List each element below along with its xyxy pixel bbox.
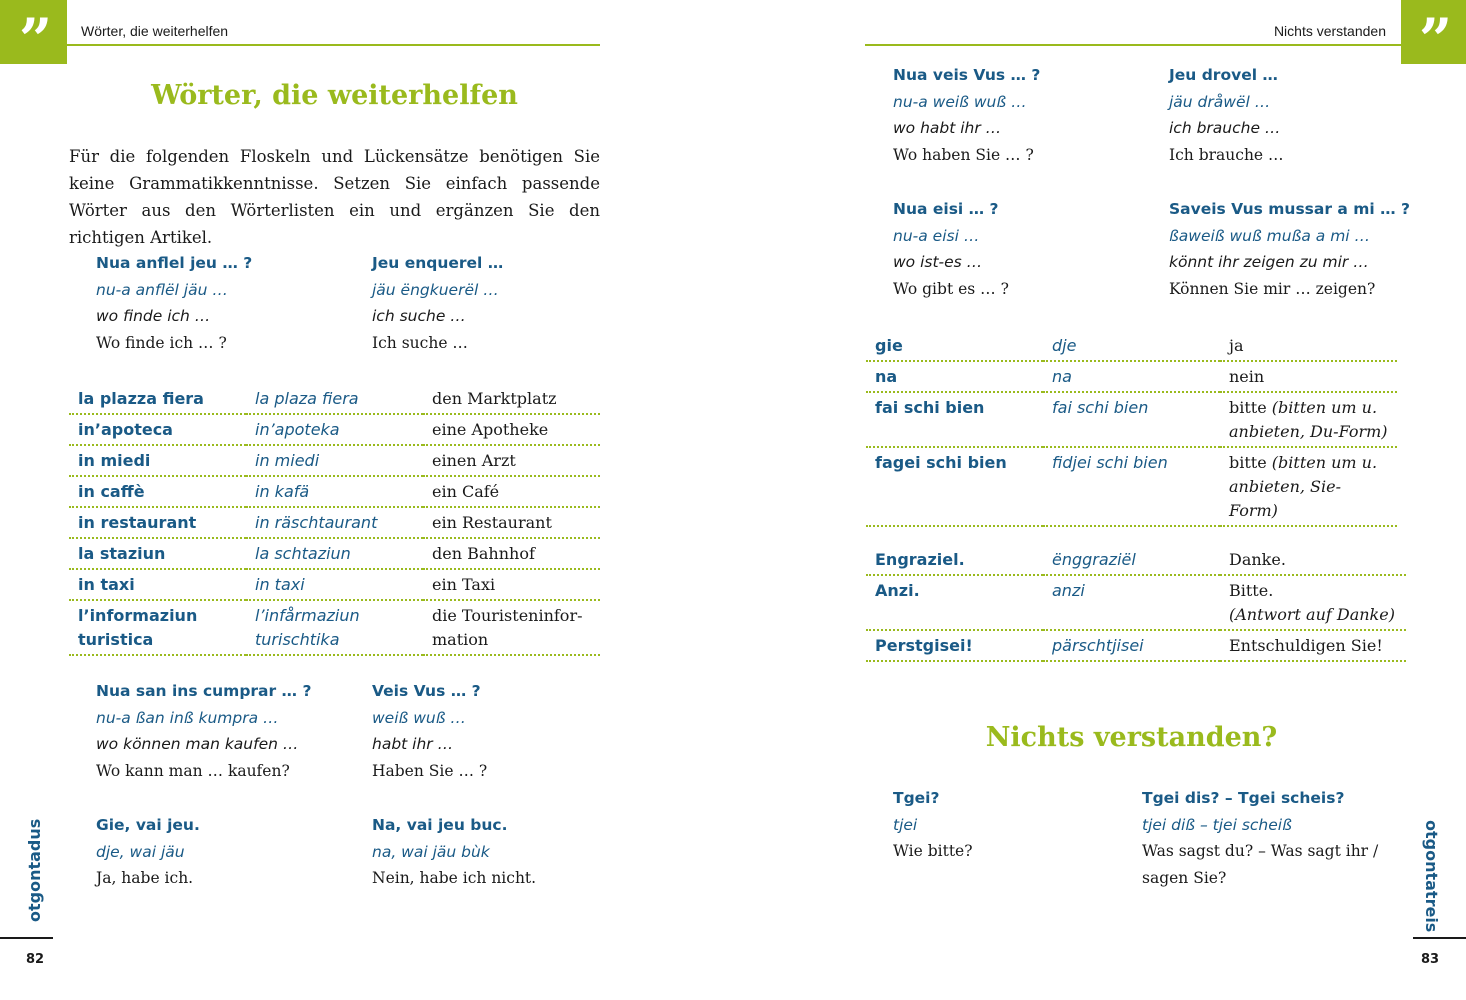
phrase-translation: Wo finde ich … ? xyxy=(96,334,227,353)
german-term: die Touristeninfor-mation xyxy=(423,600,600,655)
pronunciation: ënggraziël xyxy=(1043,545,1220,575)
phrase-translation: Ja, habe ich. xyxy=(96,869,194,888)
page-number: 83 xyxy=(1421,952,1440,967)
table-row xyxy=(69,507,600,538)
phrase-block xyxy=(372,250,503,357)
romansh-term: la staziun xyxy=(69,538,246,569)
phrase-source: Gie, vai jeu. xyxy=(96,816,200,834)
german-term xyxy=(1220,361,1397,392)
romansh-term: in taxi xyxy=(69,569,246,600)
romansh-term: in miedi xyxy=(69,445,246,476)
german-word: Bitte. xyxy=(1229,581,1274,600)
german-term xyxy=(1220,392,1397,447)
pronunciation: pärschtjisei xyxy=(1043,630,1220,661)
phrase-block xyxy=(96,250,252,357)
header-rule xyxy=(67,44,600,46)
phrase-literal: ich suche … xyxy=(372,307,466,326)
romansh-term: na xyxy=(866,361,1043,392)
pronunciation: la schtaziun xyxy=(246,538,423,569)
romansh-term: in restaurant xyxy=(69,507,246,538)
phrase-literal: wo können man kaufen … xyxy=(96,735,299,754)
phrase-source: Na, vai jeu buc. xyxy=(372,816,508,834)
usage-note: (Antwort auf Danke) xyxy=(1229,605,1395,624)
pronunciation: in taxi xyxy=(246,569,423,600)
phrase-source: Nua anflel jeu … ? xyxy=(96,254,253,272)
pronunciation: na xyxy=(1043,361,1220,392)
german-word: bitte xyxy=(1229,398,1267,417)
german-word: ja xyxy=(1229,336,1244,355)
phrase-pronunciation: weiß wuß … xyxy=(372,708,466,727)
german-word: Entschuldigen Sie! xyxy=(1229,636,1383,655)
usage-note: (bitten um u. anbieten, Du-Form) xyxy=(1229,398,1388,441)
german-term: ein Café xyxy=(423,476,600,507)
phrase-pronunciation: jäu ëngkuerël … xyxy=(372,280,499,299)
table-row xyxy=(866,331,1397,361)
phrase-block xyxy=(893,62,1040,169)
german-term xyxy=(1220,575,1406,630)
phrase-translation: Ich brauche … xyxy=(1169,146,1284,165)
romansh-term: Engraziel. xyxy=(866,545,1043,575)
phrase-block xyxy=(372,812,536,892)
phrase-source: Jeu enquerel … xyxy=(372,254,504,272)
phrase-translation: Was sagst du? – Was sagt ihr / sagen Sie? xyxy=(1142,842,1379,888)
german-term: eine Apotheke xyxy=(423,414,600,445)
pronunciation: l’infårmaziun turischtika xyxy=(246,600,423,655)
table-row xyxy=(866,545,1406,575)
phrase-block xyxy=(893,196,1009,303)
phrase-source: Tgei dis? – Tgei scheis? xyxy=(1142,789,1345,807)
pronunciation: fai schi bien xyxy=(1043,392,1220,447)
romansh-term: in caffè xyxy=(69,476,246,507)
table-row xyxy=(866,361,1397,392)
phrase-source: Nua eisi … ? xyxy=(893,200,999,218)
phrase-translation: Ich suche … xyxy=(372,334,468,353)
phrase-literal: ich brauche … xyxy=(1169,119,1281,138)
table-row xyxy=(866,392,1397,447)
running-head: Wörter, die weiterhelfen xyxy=(81,23,229,39)
pronunciation: in kafä xyxy=(246,476,423,507)
phrase-translation: Wo haben Sie … ? xyxy=(893,146,1034,165)
german-term: den Bahnhof xyxy=(423,538,600,569)
table-row xyxy=(866,447,1397,526)
phrase-translation: Können Sie mir … zeigen? xyxy=(1169,280,1376,299)
german-term: den Marktplatz xyxy=(423,384,600,414)
table-row xyxy=(69,384,600,414)
pronunciation: fidjei schi bien xyxy=(1043,447,1220,526)
romansh-term: fagei schi bien xyxy=(866,447,1043,526)
german-term: ein Restaurant xyxy=(423,507,600,538)
german-term: ein Taxi xyxy=(423,569,600,600)
side-label: otgontadus xyxy=(25,818,44,922)
german-word: Danke. xyxy=(1229,550,1286,569)
phrase-pronunciation: tjei diß – tjei scheiß xyxy=(1142,815,1292,834)
phrase-translation: Haben Sie … ? xyxy=(372,762,488,781)
phrase-source: Nua san ins cumprar … ? xyxy=(96,682,312,700)
german-term xyxy=(1220,331,1397,361)
pronunciation: dje xyxy=(1043,331,1220,361)
section-title: Nichts verstanden? xyxy=(985,722,1278,753)
romansh-term: la plazza fiera xyxy=(69,384,246,414)
phrase-block xyxy=(1169,62,1284,169)
pronunciation: anzi xyxy=(1043,575,1220,630)
usage-note: (bitten um u. anbieten, Sie-Form) xyxy=(1229,453,1378,520)
phrase-pronunciation: tjei xyxy=(893,815,918,834)
german-word: bitte xyxy=(1229,453,1267,472)
intro-paragraph: Für die folgenden Floskeln und Lückensätze benötigen Sie keine Grammatikkenntnisse. Setzen Sie einfach passende Wörter aus den Wörterlisten ein und ergänzen Sie den richtigen Artikel. xyxy=(69,147,600,247)
phrase-literal: wo habt ihr … xyxy=(893,119,1002,138)
page-number: 82 xyxy=(26,952,45,967)
phrase-block xyxy=(372,678,487,785)
phrase-literal: wo ist-es … xyxy=(893,253,983,272)
romansh-term: gie xyxy=(866,331,1043,361)
romansh-term: fai schi bien xyxy=(866,392,1043,447)
pronunciation: in miedi xyxy=(246,445,423,476)
phrase-source: Veis Vus … ? xyxy=(372,682,481,700)
running-head: Nichts verstanden xyxy=(1273,23,1386,39)
phrase-pronunciation: dje, wai jäu xyxy=(96,842,185,861)
romansh-term: in’apoteca xyxy=(69,414,246,445)
pronunciation: in räschtaurant xyxy=(246,507,423,538)
table-row xyxy=(69,600,600,655)
romansh-term: Perstgisei! xyxy=(866,630,1043,661)
phrase-pronunciation: nu-a eisi … xyxy=(893,226,980,245)
page-title: Wörter, die weiterhelfen xyxy=(151,80,518,111)
quote-mark-icon: ” xyxy=(1401,0,1466,64)
table-row xyxy=(69,569,600,600)
phrase-pronunciation: na, wai jäu bùk xyxy=(372,842,490,861)
table-row xyxy=(866,630,1406,661)
phrase-literal: könnt ihr zeigen zu mir … xyxy=(1169,253,1369,272)
romansh-term: Anzi. xyxy=(866,575,1043,630)
phrase-source: Tgei? xyxy=(893,789,940,807)
phrase-block xyxy=(893,785,973,865)
phrase-translation: Wie bitte? xyxy=(893,842,973,861)
pronunciation: la plaza fiera xyxy=(246,384,423,414)
phrase-translation: Nein, habe ich nicht. xyxy=(372,869,537,888)
phrase-pronunciation: ßaweiß wuß mußa a mi … xyxy=(1169,226,1371,245)
phrase-translation: Wo gibt es … ? xyxy=(893,280,1009,299)
german-term xyxy=(1220,630,1406,661)
german-word: nein xyxy=(1229,367,1265,386)
phrase-block xyxy=(1169,196,1410,303)
german-term: einen Arzt xyxy=(423,445,600,476)
vocabulary-table xyxy=(69,384,600,656)
romansh-term: l’informaziun turistica xyxy=(69,600,246,655)
phrase-source: Nua veis Vus … ? xyxy=(893,66,1041,84)
phrase-translation: Wo kann man … kaufen? xyxy=(96,762,290,781)
table-row xyxy=(69,414,600,445)
phrase-pronunciation: jäu dråwël … xyxy=(1169,92,1271,111)
phrase-source: Jeu drovel … xyxy=(1169,66,1278,84)
phrase-block xyxy=(96,678,311,785)
footer-rule xyxy=(1413,937,1466,939)
table-row xyxy=(69,445,600,476)
table-row xyxy=(69,476,600,507)
phrase-block xyxy=(96,812,200,892)
footer-rule xyxy=(0,937,53,939)
table-row xyxy=(69,538,600,569)
vocabulary-table xyxy=(866,331,1397,527)
german-term xyxy=(1220,545,1406,575)
phrase-pronunciation: nu-a anflël jäu … xyxy=(96,280,228,299)
phrase-source: Saveis Vus mussar a mi … ? xyxy=(1169,200,1411,218)
quote-mark-icon: ” xyxy=(0,0,67,64)
phrase-pronunciation: nu-a ßan inß kumpra … xyxy=(96,708,279,727)
pronunciation: in’apoteka xyxy=(246,414,423,445)
phrase-block xyxy=(1142,785,1398,892)
vocabulary-table xyxy=(866,545,1406,662)
table-row xyxy=(866,575,1406,630)
german-term xyxy=(1220,447,1397,526)
phrase-pronunciation: nu-a weiß wuß … xyxy=(893,92,1027,111)
phrase-literal: habt ihr … xyxy=(372,735,454,754)
header-rule xyxy=(865,44,1401,46)
phrase-literal: wo finde ich … xyxy=(96,307,211,326)
side-label: otgontatreis xyxy=(1422,820,1441,933)
